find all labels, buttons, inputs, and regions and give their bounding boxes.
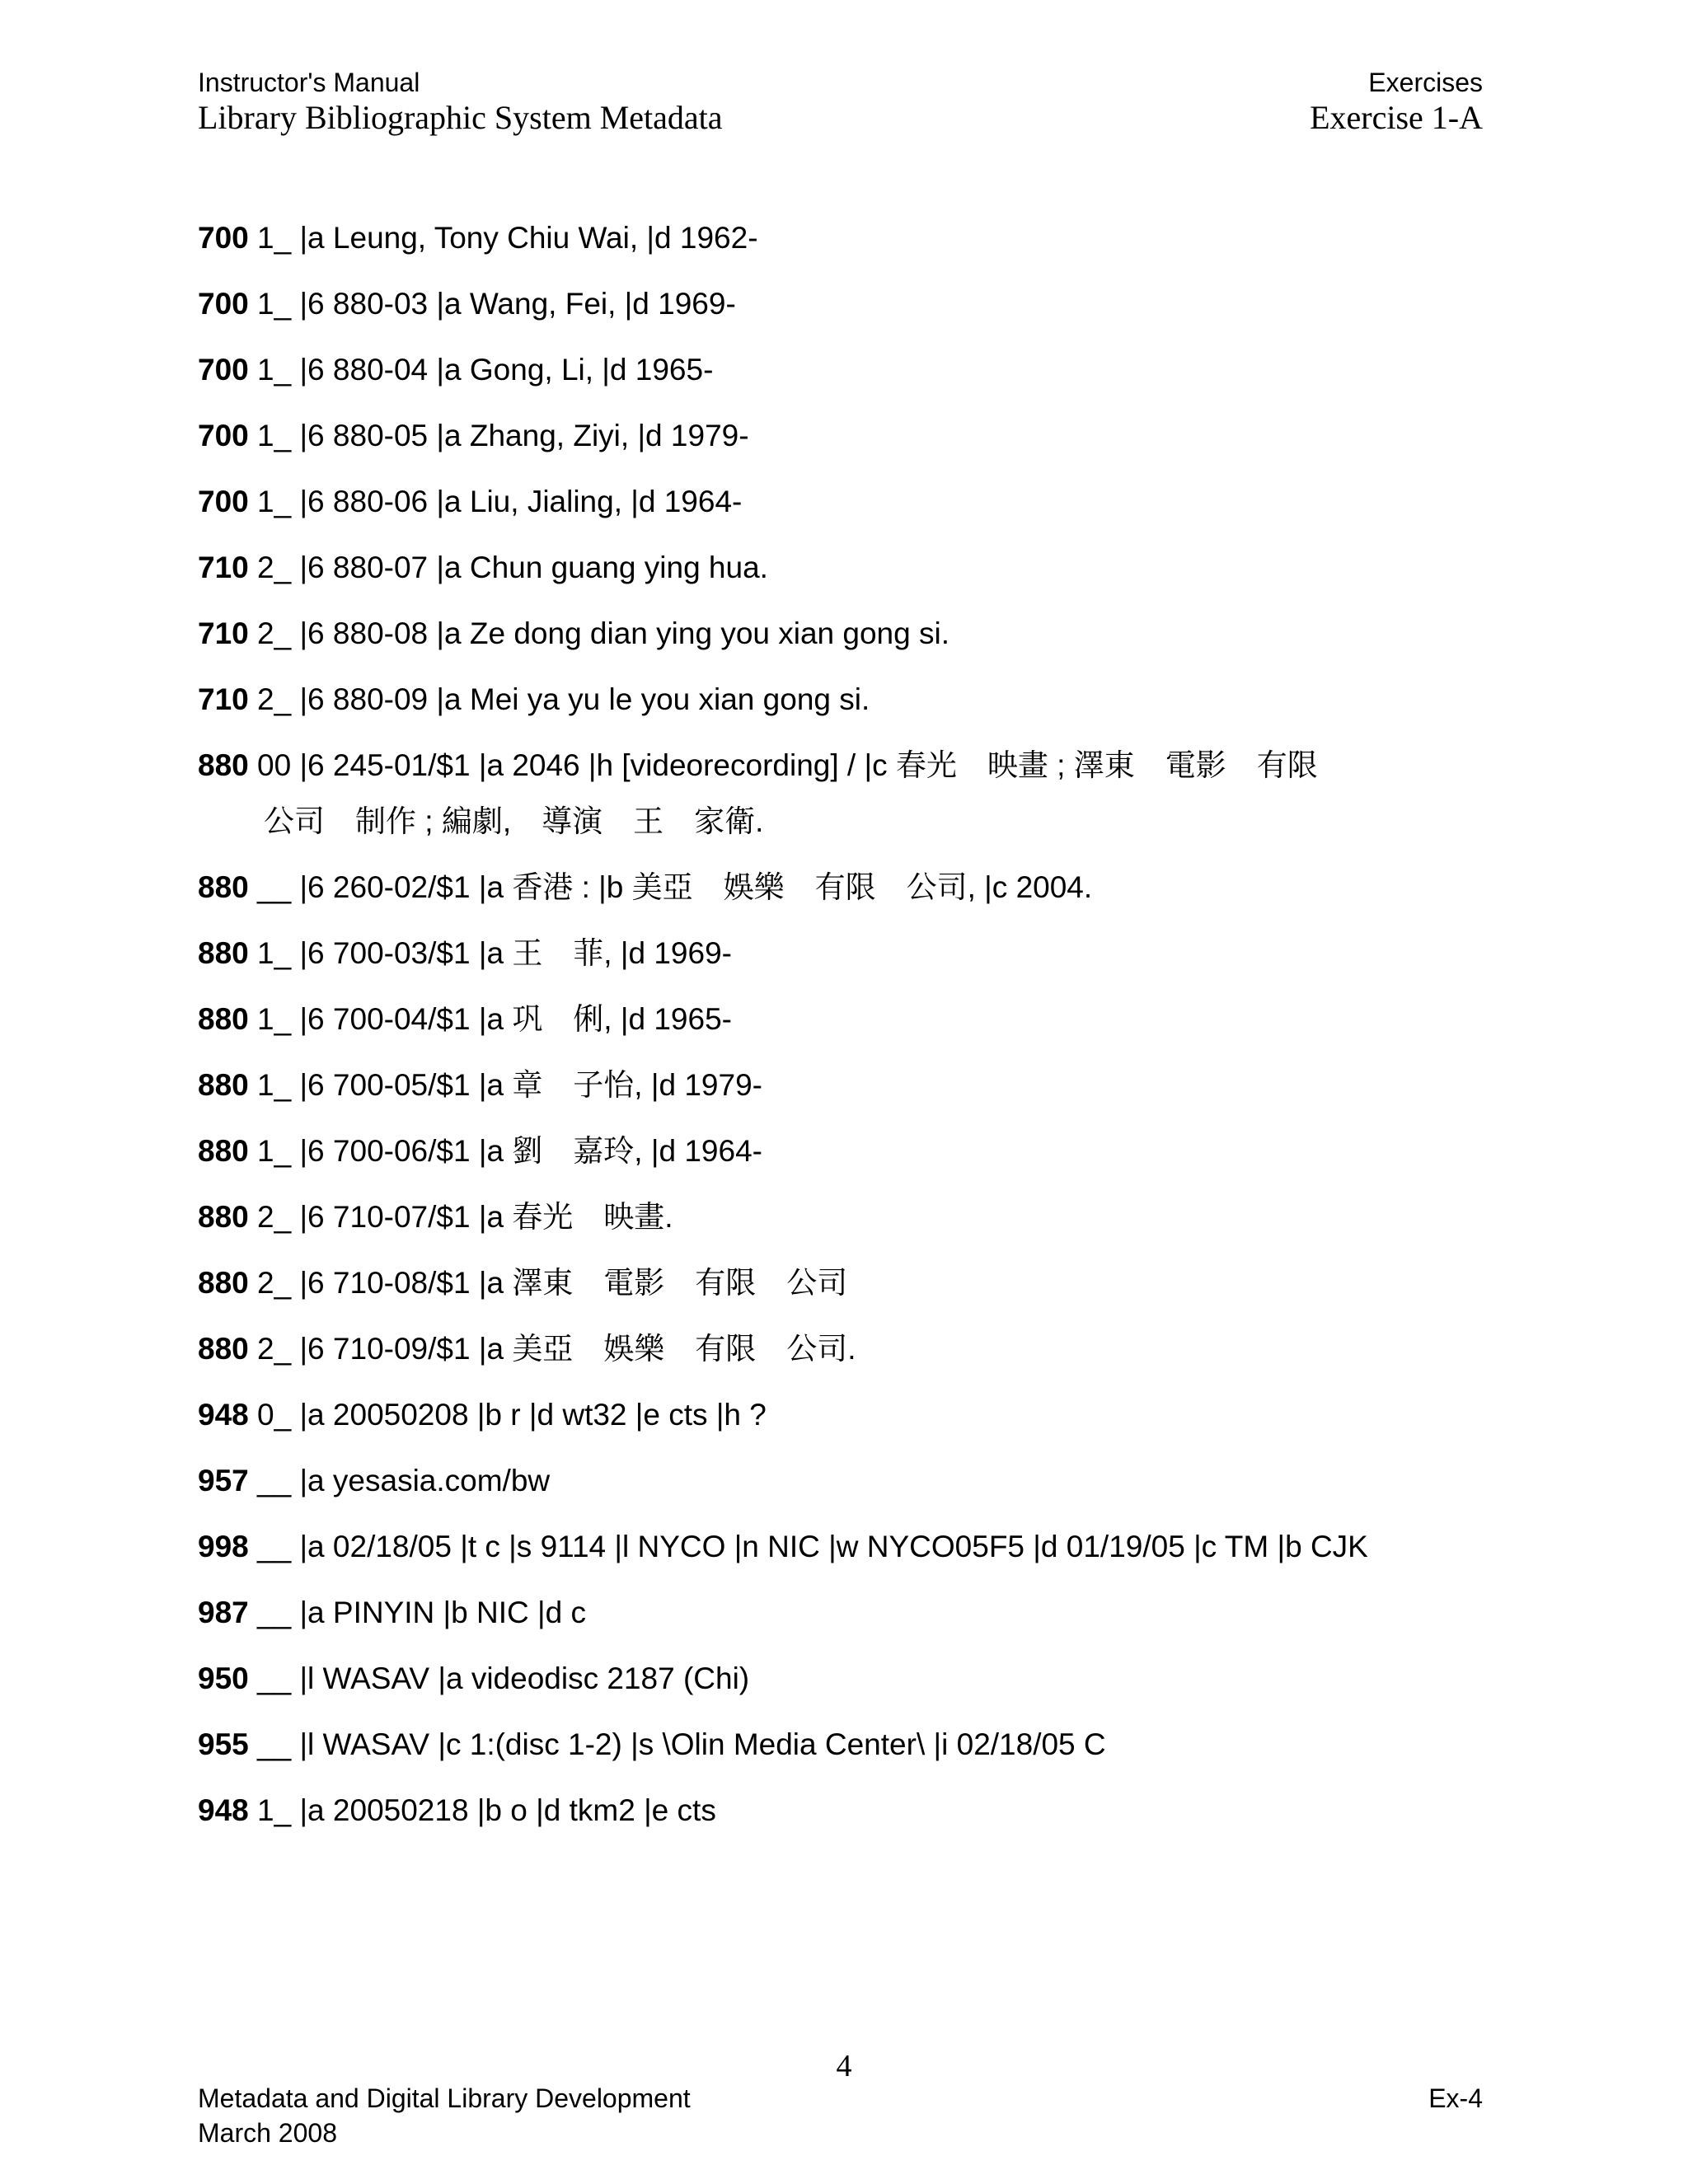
marc-field [198,991,1500,1057]
marc-tag: 700 [198,287,249,321]
marc-field-content: 1_ |6 880-03 |a Wang, Fei, |d 1969- [257,287,736,321]
marc-tag: 710 [198,616,249,650]
marc-field-content: 2_ |6 880-07 |a Chun guang ying hua. [257,551,768,584]
marc-field [198,1057,1500,1123]
marc-field [198,408,1500,474]
marc-tag: 880 [198,1332,249,1366]
marc-field [198,1189,1500,1255]
marc-field-content: 2_ |6 710-07/$1 |a 春光 映畫. [257,1200,673,1234]
marc-field [198,1387,1500,1453]
marc-field [198,210,1500,276]
marc-field-content: 1_ |6 700-04/$1 |a 巩 俐, |d 1965- [257,1002,732,1036]
marc-field [198,1123,1500,1189]
marc-field [198,926,1500,991]
header-left [198,68,723,137]
marc-tag: 955 [198,1727,249,1761]
marc-field [198,606,1500,672]
marc-field-content: 2_ |6 710-09/$1 |a 美亞 娛樂 有限 公司. [257,1332,856,1366]
marc-field-content: 1_ |6 880-04 |a Gong, Li, |d 1965- [257,353,714,387]
marc-tag: 700 [198,485,249,518]
marc-tag: 948 [198,1398,249,1432]
marc-field [198,342,1500,408]
footer-page-label: Ex-4 [1428,2083,1483,2113]
marc-tag: 998 [198,1530,249,1563]
marc-field [198,1651,1500,1717]
marc-tag: 880 [198,870,249,904]
marc-field-content: 2_ |6 710-08/$1 |a 澤東 電影 有限 公司 [257,1266,848,1300]
marc-field-content: 1_ |6 880-05 |a Zhang, Ziyi, |d 1979- [257,419,749,452]
marc-field [198,672,1500,738]
marc-field [198,1585,1500,1651]
footer-date: March 2008 [198,2118,337,2148]
marc-field [198,1255,1500,1321]
marc-tag: 957 [198,1464,249,1497]
marc-field-content: 1_ |a 20050218 |b o |d tkm2 |e cts [257,1793,716,1827]
marc-field-content: 00 |6 245-01/$1 |a 2046 |h [videorecording] / |c 春光 映畫 ; 澤東 電影 有限 [257,748,1318,782]
marc-field [198,540,1500,606]
marc-field [198,276,1500,342]
footer-left [198,2081,691,2150]
marc-field-content: __ |6 260-02/$1 |a 香港 : |b 美亞 娛樂 有限 公司, |c 2004. [257,870,1093,904]
marc-field [198,860,1500,926]
marc-field-content: 2_ |6 880-08 |a Ze dong dian ying you xian gong si. [257,616,950,650]
marc-field-content: __ |l WASAV |c 1:(disc 1-2) |s \Olin Media Center\ |i 02/18/05 C [257,1727,1106,1761]
section-label: Exercises [1368,68,1483,97]
marc-tag: 880 [198,1134,249,1168]
manual-title: Instructor's Manual [198,68,420,97]
marc-field [198,1321,1500,1387]
marc-tag: 710 [198,682,249,716]
marc-tag: 880 [198,748,249,782]
marc-field [198,1519,1500,1585]
marc-tag: 880 [198,1266,249,1300]
marc-record-list [198,210,1500,1849]
marc-tag: 700 [198,353,249,387]
marc-field [198,1717,1500,1783]
marc-tag: 880 [198,1068,249,1102]
page-number: 4 [836,2049,852,2083]
marc-tag: 710 [198,551,249,584]
marc-tag: 700 [198,419,249,452]
marc-tag: 950 [198,1661,249,1695]
marc-tag: 700 [198,221,249,255]
marc-tag: 987 [198,1596,249,1629]
marc-tag: 948 [198,1793,249,1827]
marc-field-content: 1_ |6 880-06 |a Liu, Jialing, |d 1964- [257,485,743,518]
exercise-label: Exercise 1-A [1310,99,1483,136]
marc-field-content: 1_ |a Leung, Tony Chiu Wai, |d 1962- [257,221,758,255]
marc-field [198,1783,1500,1849]
marc-tag: 880 [198,1200,249,1234]
marc-field-content: __ |a PINYIN |b NIC |d c [257,1596,586,1629]
marc-field-content: 0_ |a 20050208 |b r |d wt32 |e cts |h ? [257,1398,767,1432]
course-title: Library Bibliographic System Metadata [198,99,723,136]
header-right [1310,68,1483,137]
marc-field-content: 1_ |6 700-03/$1 |a 王 菲, |d 1969- [257,936,732,970]
marc-field [198,474,1500,540]
marc-field-content: __ |a yesasia.com/bw [257,1464,551,1497]
footer-course-name: Metadata and Digital Library Development [198,2083,691,2113]
marc-field-content: 1_ |6 700-06/$1 |a 劉 嘉玲, |d 1964- [257,1134,762,1168]
marc-field [198,738,1500,860]
marc-field-content: __ |a 02/18/05 |t c |s 9114 |l NYCO |n NIC |w NYCO05F5 |d 01/19/05 |c TM |b CJK [257,1530,1368,1563]
marc-field-content: 2_ |6 880-09 |a Mei ya yu le you xian gong si. [257,682,870,716]
marc-field [198,1453,1500,1519]
marc-tag: 880 [198,936,249,970]
marc-field-content: __ |l WASAV |a videodisc 2187 (Chi) [257,1661,750,1695]
marc-field-content: 1_ |6 700-05/$1 |a 章 子怡, |d 1979- [257,1068,762,1102]
marc-tag: 880 [198,1002,249,1036]
marc-field-continuation: 公司 制作 ; 編劇, 導演 王 家衛. [264,804,764,838]
